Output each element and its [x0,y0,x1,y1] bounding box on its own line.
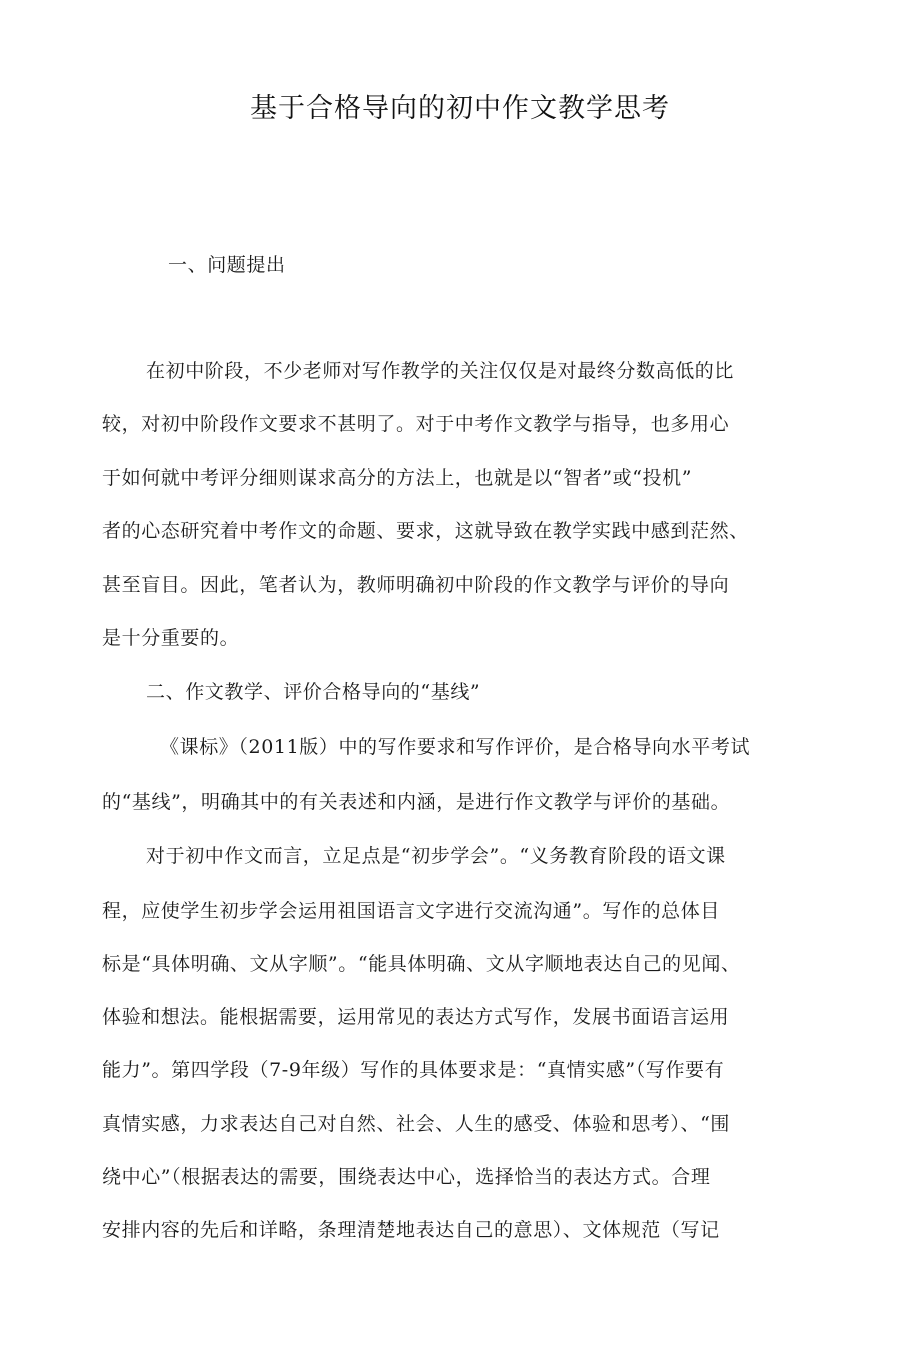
paragraph-line: 在初中阶段，不少老师对写作教学的关注仅仅是对最终分数高低的比 [146,360,735,382]
paragraph-line: 者的心态研究着中考作文的命题、要求，这就导致在教学实践中感到茫然、 [102,520,749,542]
paragraph-line: 是十分重要的。 [102,627,240,649]
paragraph-line: 体验和想法。能根据需要，运用常见的表达方式写作，发展书面语言运用 [102,1006,730,1028]
paragraph-line: 对于初中作文而言，立足点是“初步学会”。“义务教育阶段的语文课 [146,845,726,867]
section-heading-problem: 一、问题提出 [168,254,286,276]
paragraph-line: 能力”。第四学段（7-9年级）写作的具体要求是：“真情实感”（写作要有 [102,1059,725,1081]
document-title: 基于合格导向的初中作文教学思考 [250,93,670,124]
paragraph-line: 安排内容的先后和详略，条理清楚地表达自己的意思）、文体规范（写记 [102,1219,720,1241]
paragraph-line: 甚至盲目。因此，笔者认为，教师明确初中阶段的作文教学与评价的导向 [102,574,730,596]
section-heading-baseline: 二、作文教学、评价合格导向的“基线” [146,681,481,703]
paragraph-line: 标是“具体明确、文从字顺”。“能具体明确、文从字顺地表达自己的见闻、 [102,953,741,975]
paragraph-line: 《课标》（2011版）中的写作要求和写作评价，是合格导向水平考试 [160,736,751,758]
paragraph-line: 真情实感，力求表达自己对自然、社会、人生的感受、体验和思考）、“围 [102,1113,731,1135]
paragraph-line: 程，应使学生初步学会运用祖国语言文字进行交流沟通”。写作的总体目 [102,900,720,922]
paragraph-line: 较，对初中阶段作文要求不甚明了。对于中考作文教学与指导，也多用心 [102,413,730,435]
paragraph-line: 于如何就中考评分细则谋求高分的方法上，也就是以“智者”或“投机” [102,467,693,489]
paragraph-line: 的“基线”，明确其中的有关表述和内涵，是进行作文教学与评价的基础。 [102,791,731,813]
paragraph-line: 绕中心”（根据表达的需要，围绕表达中心，选择恰当的表达方式。合理 [102,1166,711,1188]
